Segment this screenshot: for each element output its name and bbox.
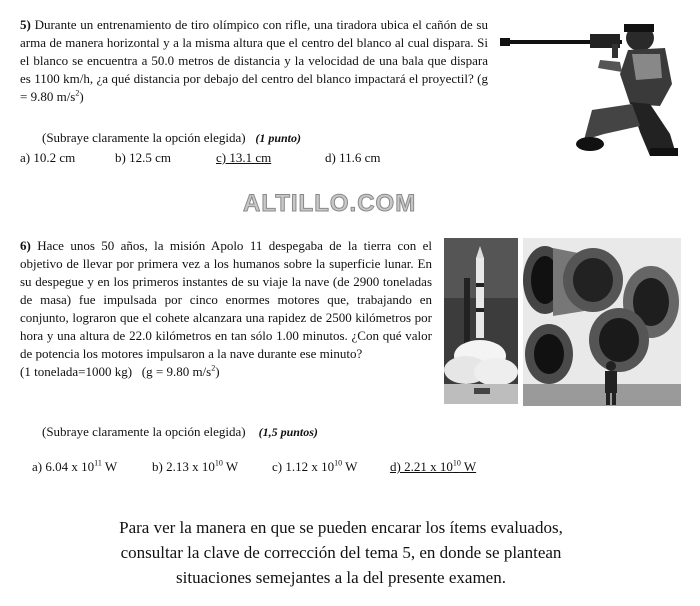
footer-note [0,515,682,590]
shooter-photo [500,14,682,160]
question-6-points: (1,5 puntos) [258,425,318,439]
question-5-text [20,16,488,106]
question-6-instruction [42,424,318,440]
question-6-text [20,237,432,381]
q6-option-a-exp: 11 [94,458,102,468]
question-5-close: ) [79,89,84,104]
question-6-instruction-text: (Subraye claramente la opción elegida) [42,424,246,439]
q5-option-b[interactable]: b) 12.5 cm [115,150,171,165]
question-5-body: Durante un entrenamiento de tiro olímpico con rifle, una tiradora ubica el cañón de su arma de manera horizontal y a la misma altura que el centro del blanco al cual dispara. Si el blanco se encuentra a 50.0 metros de distancia y la velocidad de una bala que dispara es 1100 km/h, ¿a qué distancia por debajo del centro del blanco impactará el proyectil? (g = 9.80 m/s [20,17,488,104]
q5-option-c[interactable]: c) 13.1 cm [216,150,272,165]
q6-option-b-exp: 10 [214,458,223,468]
footer-line-2: consultar la clave de corrección del tema 5, en donde se plantean [120,543,562,562]
q6-option-c-unit: W [342,459,358,474]
q6-option-b-unit: W [222,459,239,474]
q5-option-d[interactable]: d) 11.6 cm [325,150,381,165]
footer-line-1: Para ver la manera en que se pueden encarar los ítems evaluados, [119,518,563,537]
question-6-conversion: (1 tonelada=1000 kg) [20,364,133,379]
q6-option-a[interactable] [32,459,117,475]
q6-option-c-base: c) 1.12 x 10 [272,459,335,474]
question-6-close: ) [215,364,220,379]
question-5-points: (1 punto) [255,131,302,145]
q6-option-b[interactable] [152,459,238,475]
watermark-logo: ALTILLO.COM [243,190,417,217]
q6-option-c-exp: 10 [334,458,343,468]
question-5-number: 5) [20,17,31,32]
question-5-instruction-text: (Subraye claramente la opción elegida) [42,130,246,145]
q6-option-d-base: d) 2.21 x 10 [390,459,453,474]
question-5-exponent: 2 [75,88,80,98]
question-5-instruction [42,130,301,146]
q6-option-c[interactable] [272,459,357,475]
q6-option-a-unit: W [101,459,118,474]
footer-line-3: situaciones semejantes a la del presente examen. [176,568,506,587]
question-6-number: 6) [20,238,31,253]
q6-option-b-base: b) 2.13 x 10 [152,459,215,474]
question-6-gravity: (g = 9.80 m/s [141,364,212,379]
q5-option-a[interactable]: a) 10.2 cm [20,150,76,165]
q6-option-d-unit: W [460,459,477,474]
rocket-engines-photo [523,238,681,406]
rocket-launch-photo [444,238,518,404]
question-6-body: Hace unos 50 años, la misión Apolo 11 despegaba de la tierra con el objetivo de llevar por primera vez a los humanos sobre la superficie lunar. En su despegue y en los primeros instantes de su viaje la nave (de 2900 toneladas de masa) fue impulsada por cinco enormes motores que, trabajando en conjunto, lograron que el cohete alcanzara una rapidez de 2500 kilómetros por hora y una altura de 22.0 kilómetros en tan sólo 1.00 minutos. ¿Con qué valor de potencia los motores impulsaron a la nave durante ese minuto? [20,238,433,361]
q6-option-a-base: a) 6.04 x 10 [32,459,95,474]
q6-option-d-exp: 10 [452,458,461,468]
question-6-exponent: 2 [211,363,216,373]
q6-option-d[interactable] [390,459,476,475]
